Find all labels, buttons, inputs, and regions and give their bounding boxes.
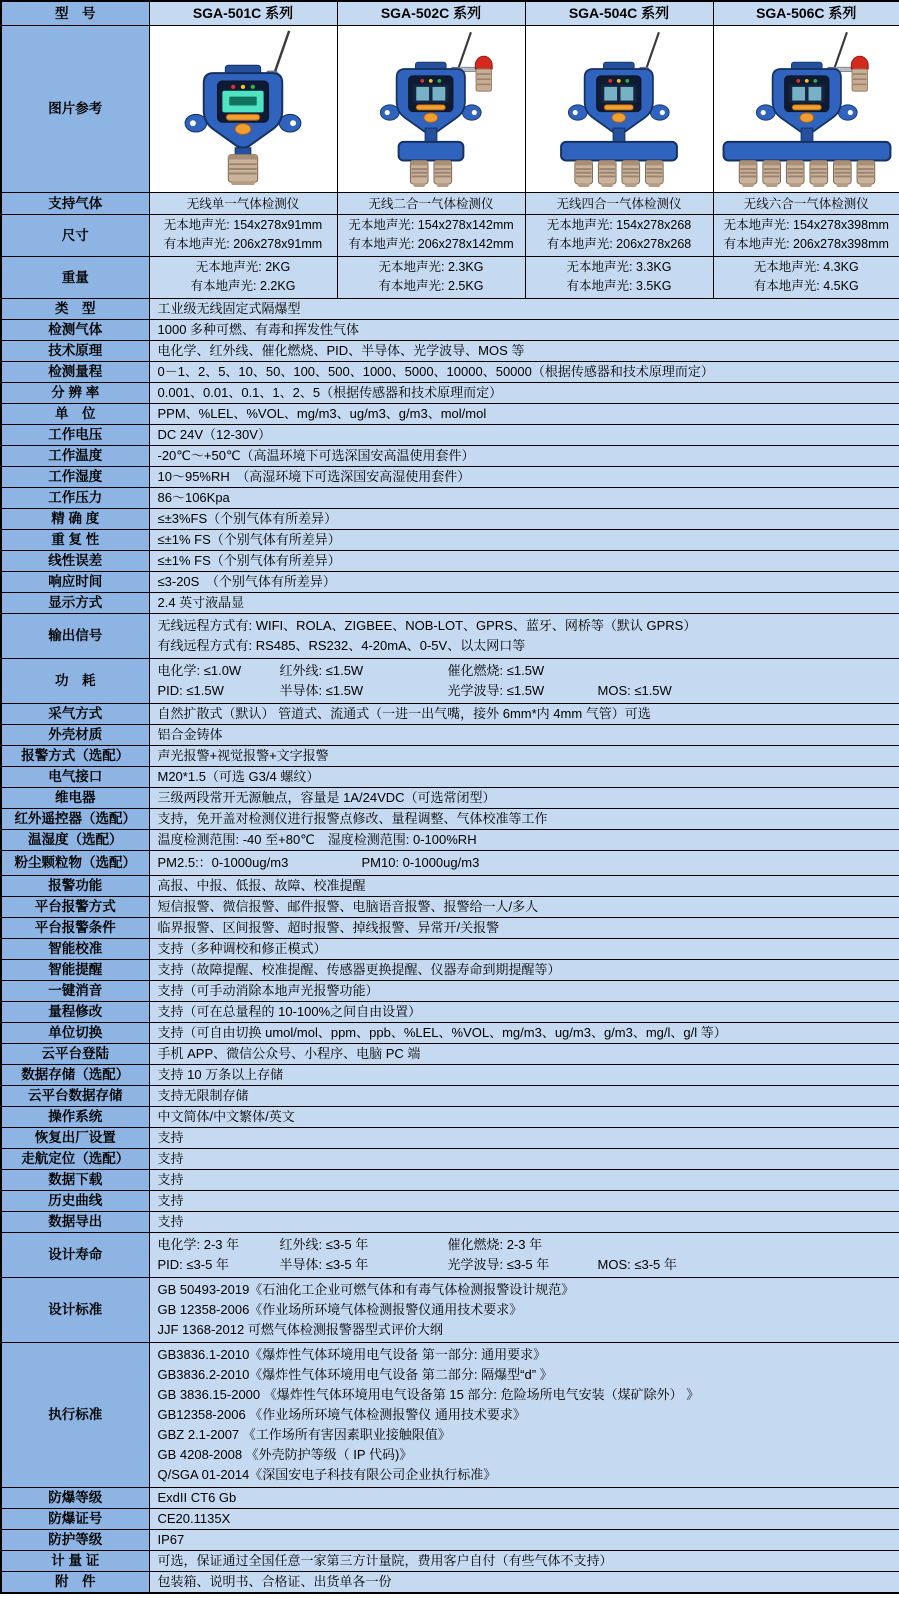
spec-value: 工业级无线固定式隔爆型 bbox=[149, 298, 899, 319]
row-label: 红外遥控器（选配） bbox=[1, 808, 149, 829]
spec-grid-line bbox=[158, 681, 892, 701]
row-label: 温湿度（选配） bbox=[1, 829, 149, 850]
spec-value: 支持 bbox=[149, 1127, 899, 1148]
product-image-cell bbox=[713, 25, 899, 192]
table-row-span bbox=[1, 550, 899, 571]
table-row-span bbox=[1, 1571, 899, 1593]
spec-value-cell: 无线单一气体检测仪 bbox=[149, 192, 337, 214]
spec-value: 电化学、红外线、催化燃烧、PID、半导体、光学波导、MOS 等 bbox=[149, 340, 899, 361]
spec-value: 自然扩散式（默认） 管道式、流通式（一进一出气嘴，接外 6mm*内 4mm 气管）可选 bbox=[149, 703, 899, 724]
spec-value-multiline bbox=[149, 1342, 899, 1487]
table-row-span bbox=[1, 766, 899, 787]
row-label: 图片参考 bbox=[1, 25, 149, 192]
table-row-span bbox=[1, 745, 899, 766]
row-label: 功 耗 bbox=[1, 658, 149, 703]
spec-value: ≤±1% FS（个别气体有所差异） bbox=[149, 550, 899, 571]
row-label: 检测量程 bbox=[1, 361, 149, 382]
spec-value-line: 无本地声光: 154x278x398mm bbox=[723, 218, 889, 232]
product-image-cell bbox=[337, 25, 525, 192]
spec-value-multiline bbox=[149, 1277, 899, 1342]
spec-value-grid bbox=[149, 658, 899, 703]
table-row-span bbox=[1, 382, 899, 403]
table-row-span bbox=[1, 938, 899, 959]
row-label: 云平台登陆 bbox=[1, 1043, 149, 1064]
row-label: 电气接口 bbox=[1, 766, 149, 787]
spec-value: 支持无限制存储 bbox=[149, 1085, 899, 1106]
spec-value-line: 无本地声光: 4.3KG bbox=[753, 260, 859, 274]
spec-value-line: GB 50493-2019《石油化工企业可燃气体和有毒气体检测报警设计规范》 bbox=[157, 1281, 575, 1297]
sensor-manifold bbox=[399, 141, 464, 160]
spec-value-line: 有本地声光: 206x278x398mm bbox=[723, 237, 889, 251]
model-header: SGA-501C 系列 bbox=[149, 1, 337, 25]
row-label: 防护等级 bbox=[1, 1529, 149, 1550]
spec-value-line: 无本地声光: 2KG bbox=[195, 260, 291, 274]
spec-value-line: GB3836.1-2010《爆炸性气体环境用电气设备 第一部分: 通用要求》 bbox=[157, 1346, 547, 1362]
spec-value-line: 有线远程方式有: RS485、RS232、4-20mA、0-5V、以太网口等 bbox=[157, 637, 526, 653]
spec-grid-item: MOS: ≤1.5W bbox=[597, 682, 672, 698]
table-row-span bbox=[1, 1211, 899, 1232]
spec-value: 包装箱、说明书、合格证、出货单各一份 bbox=[149, 1571, 899, 1593]
spec-value: 10～95%RH （高湿环境下可选深国安高湿使用套件） bbox=[149, 466, 899, 487]
table-row-span bbox=[1, 445, 899, 466]
row-label: 外壳材质 bbox=[1, 724, 149, 745]
row-label: 检测气体 bbox=[1, 319, 149, 340]
spec-value-line: 无本地声光: 154x278x91mm bbox=[163, 218, 323, 232]
table-row-span bbox=[1, 829, 899, 850]
row-label: 平台报警方式 bbox=[1, 896, 149, 917]
spec-value-line: GB 12358-2006《作业场所环境气体检测报警仪通用技术要求》 bbox=[157, 1301, 523, 1317]
table-row-span bbox=[1, 1022, 899, 1043]
table-row-cells bbox=[1, 192, 899, 214]
spec-value-line: JJF 1368-2012 可燃气体检测报警器型式评价大纲 bbox=[157, 1321, 443, 1337]
spec-value-line: 无本地声光: 154x278x142mm bbox=[348, 218, 514, 232]
spec-value: ExdII CT6 Gb bbox=[149, 1487, 899, 1508]
spec-value: IP67 bbox=[149, 1529, 899, 1550]
spec-value: 支持（可自由切换 umol/mol、ppm、ppb、%LEL、%VOL、mg/m3、ug/m3、g/m3、mg/l、g/l 等） bbox=[149, 1022, 899, 1043]
spec-value-line: GB3836.2-2010《爆炸性气体环境用电气设备 第二部分: 隔爆型“d” 》 bbox=[157, 1366, 553, 1382]
table-row-lines bbox=[1, 1277, 899, 1342]
row-label: 智能提醒 bbox=[1, 959, 149, 980]
table-row-lines bbox=[1, 613, 899, 658]
row-label: 恢复出厂设置 bbox=[1, 1127, 149, 1148]
table-row-span bbox=[1, 1127, 899, 1148]
spec-value-cell bbox=[149, 214, 337, 256]
spec-grid-line bbox=[158, 1235, 892, 1255]
row-label: 技术原理 bbox=[1, 340, 149, 361]
table-row-models bbox=[1, 1, 899, 25]
spec-value-cell bbox=[337, 256, 525, 298]
model-header: SGA-502C 系列 bbox=[337, 1, 525, 25]
table-row-span bbox=[1, 361, 899, 382]
spec-value-line: GBZ 2.1-2007 《工作场所有害因素职业接触限值》 bbox=[157, 1426, 451, 1442]
row-label: 类 型 bbox=[1, 298, 149, 319]
table-row-span bbox=[1, 959, 899, 980]
spec-grid-line bbox=[158, 661, 892, 681]
spec-grid-item: PM10: 0-1000ug/m3 bbox=[361, 854, 480, 870]
spec-grid-item: PID: ≤3-5 年 bbox=[157, 1256, 229, 1272]
spec-value: 中文简体/中文繁体/英文 bbox=[149, 1106, 899, 1127]
gas-detector-6-image bbox=[714, 26, 899, 187]
spec-value-line: GB 4208-2008 《外壳防护等级（ IP 代码)》 bbox=[157, 1446, 413, 1462]
row-label: 历史曲线 bbox=[1, 1190, 149, 1211]
table-row-span bbox=[1, 1106, 899, 1127]
sensor-cylinder bbox=[762, 160, 780, 187]
spec-value: 2.4 英寸液晶显 bbox=[149, 592, 899, 613]
spec-value: 86～106Kpa bbox=[149, 487, 899, 508]
spec-value: 支持 bbox=[149, 1190, 899, 1211]
product-image-cell bbox=[149, 25, 337, 192]
table-row-span bbox=[1, 529, 899, 550]
table-row-grid bbox=[1, 1232, 899, 1277]
row-label: 走航定位（选配） bbox=[1, 1148, 149, 1169]
spec-value: 0.001、0.01、0.1、1、2、5（根据传感器和技术原理而定） bbox=[149, 382, 899, 403]
spec-value-line: 有本地声光: 3.5KG bbox=[566, 279, 672, 293]
table-row-span bbox=[1, 980, 899, 1001]
spec-value: 短信报警、微信报警、邮件报警、电脑语音报警、报警给一人/多人 bbox=[149, 896, 899, 917]
table-row-span bbox=[1, 1043, 899, 1064]
row-label: 精 确 度 bbox=[1, 508, 149, 529]
table-row-span bbox=[1, 703, 899, 724]
table-row-span bbox=[1, 1190, 899, 1211]
model-header: SGA-504C 系列 bbox=[525, 1, 713, 25]
spec-value: 支持 bbox=[149, 1148, 899, 1169]
gas-detector-1-image bbox=[150, 26, 336, 187]
model-header: SGA-506C 系列 bbox=[713, 1, 899, 25]
table-row-span bbox=[1, 571, 899, 592]
sensor-cylinder bbox=[857, 160, 875, 187]
spec-grid-item: 电化学: 2-3 年 bbox=[157, 1236, 240, 1252]
product-image-cell bbox=[525, 25, 713, 192]
row-label: 支持气体 bbox=[1, 192, 149, 214]
spec-value-line: Q/SGA 01-2014《深国安电子科技有限公司企业执行标准》 bbox=[157, 1466, 497, 1482]
spec-value: 支持，免开盖对检测仪进行报警点修改、量程调整、气体校准等工作 bbox=[149, 808, 899, 829]
row-label: 维电器 bbox=[1, 787, 149, 808]
spec-value: CE20.1135X bbox=[149, 1508, 899, 1529]
row-label: 线性误差 bbox=[1, 550, 149, 571]
row-label: 智能校准 bbox=[1, 938, 149, 959]
spec-value-line: GB12358-2006 《作业场所环境气体检测报警仪 通用技术要求》 bbox=[157, 1406, 526, 1422]
table-row-span bbox=[1, 724, 899, 745]
spec-value: DC 24V（12-30V） bbox=[149, 424, 899, 445]
alarm-beacon bbox=[837, 56, 868, 91]
sensor-cylinder bbox=[622, 160, 640, 187]
table-row-span bbox=[1, 508, 899, 529]
sensor-manifold bbox=[561, 141, 677, 160]
spec-value: ≤±3%FS（个别气体有所差异） bbox=[149, 508, 899, 529]
table-row-grid bbox=[1, 658, 899, 703]
table-row-span bbox=[1, 1001, 899, 1022]
spec-value: 高报、中报、低报、故障、校准提醒 bbox=[149, 875, 899, 896]
spec-value: 支持（多种调校和修正模式） bbox=[149, 938, 899, 959]
table-row-span bbox=[1, 466, 899, 487]
row-label: 工作温度 bbox=[1, 445, 149, 466]
row-label: 平台报警条件 bbox=[1, 917, 149, 938]
table-row-span bbox=[1, 1550, 899, 1571]
sensor-cylinder bbox=[786, 160, 804, 187]
spec-value-line: GB 3836.15-2000 《爆炸性气体环境用电气设备第 15 部分: 危险场所电气安装（煤矿除外） 》 bbox=[157, 1386, 700, 1402]
table-row-span bbox=[1, 1529, 899, 1550]
row-label: 输出信号 bbox=[1, 613, 149, 658]
spec-value-line: 有本地声光: 2.2KG bbox=[190, 279, 296, 293]
sensor-cylinder bbox=[739, 160, 757, 187]
table-row-span bbox=[1, 1508, 899, 1529]
row-label: 工作压力 bbox=[1, 487, 149, 508]
row-label: 云平台数据存储 bbox=[1, 1085, 149, 1106]
row-label: 重量 bbox=[1, 256, 149, 298]
row-label: 单位切换 bbox=[1, 1022, 149, 1043]
spec-grid-item: 半导体: ≤1.5W bbox=[279, 682, 364, 698]
spec-value: 支持 bbox=[149, 1169, 899, 1190]
table-row-lines bbox=[1, 1342, 899, 1487]
spec-value-cell bbox=[149, 256, 337, 298]
row-label: 设计寿命 bbox=[1, 1232, 149, 1277]
spec-value-cell bbox=[525, 214, 713, 256]
table-row-span bbox=[1, 403, 899, 424]
row-label: 防爆证号 bbox=[1, 1508, 149, 1529]
spec-grid-item: MOS: ≤3-5 年 bbox=[597, 1256, 677, 1272]
table-row-span bbox=[1, 875, 899, 896]
row-label: 显示方式 bbox=[1, 592, 149, 613]
spec-grid-item: 红外线: ≤1.5W bbox=[279, 662, 364, 678]
spec-value-cell bbox=[337, 214, 525, 256]
spec-value: 可选，保证通过全国任意一家第三方计量院，费用客户自付（有些气体不支持） bbox=[149, 1550, 899, 1571]
spec-value: 支持（可手动消除本地声光报警功能） bbox=[149, 980, 899, 1001]
spec-value-line: 有本地声光: 206x278x268 bbox=[546, 237, 692, 251]
row-label: 数据存储（选配） bbox=[1, 1064, 149, 1085]
spec-value: 1000 多种可燃、有毒和挥发性气体 bbox=[149, 319, 899, 340]
spec-value-line: 无本地声光: 2.3KG bbox=[378, 260, 484, 274]
sensor-cylinder bbox=[228, 154, 257, 184]
spec-value: PPM、%LEL、%VOL、mg/m3、ug/m3、g/m3、mol/mol bbox=[149, 403, 899, 424]
spec-grid-item: 催化燃烧: 2-3 年 bbox=[447, 1236, 543, 1252]
spec-grid-item: 半导体: ≤3-5 年 bbox=[279, 1256, 369, 1272]
table-row-span bbox=[1, 1487, 899, 1508]
spec-value-line: 无本地声光: 3.3KG bbox=[566, 260, 672, 274]
table-row-span bbox=[1, 896, 899, 917]
table-row-span bbox=[1, 424, 899, 445]
spec-grid-line bbox=[158, 1255, 892, 1275]
table-row-span bbox=[1, 1064, 899, 1085]
row-label: 工作湿度 bbox=[1, 466, 149, 487]
sensor-cylinder bbox=[598, 160, 616, 187]
spec-grid-line bbox=[158, 853, 892, 873]
spec-grid-item: PM2.5:：0-1000ug/m3 bbox=[157, 854, 289, 870]
sensor-manifold bbox=[723, 141, 890, 160]
spec-value: 支持 10 万条以上存储 bbox=[149, 1064, 899, 1085]
spec-value-cell: 无线四合一气体检测仪 bbox=[525, 192, 713, 214]
spec-value: ≤±1% FS（个别气体有所差异） bbox=[149, 529, 899, 550]
sensor-cylinder bbox=[833, 160, 851, 187]
table-row-span bbox=[1, 592, 899, 613]
table-row-span bbox=[1, 340, 899, 361]
alarm-beacon bbox=[462, 56, 493, 91]
table-row-images bbox=[1, 25, 899, 192]
row-label: 操作系统 bbox=[1, 1106, 149, 1127]
row-label: 执行标准 bbox=[1, 1342, 149, 1487]
row-label: 响应时间 bbox=[1, 571, 149, 592]
row-label: 设计标准 bbox=[1, 1277, 149, 1342]
table-row-span bbox=[1, 787, 899, 808]
spec-value-line: 有本地声光: 2.5KG bbox=[378, 279, 484, 293]
spec-value: 三级两段常开无源触点，容量是 1A/24VDC（可选常闭型） bbox=[149, 787, 899, 808]
table-row-span bbox=[1, 1085, 899, 1106]
spec-value: 支持 bbox=[149, 1211, 899, 1232]
table-row-span bbox=[1, 1148, 899, 1169]
spec-value-line: 有本地声光: 206x278x91mm bbox=[163, 237, 323, 251]
spec-value-cell bbox=[525, 256, 713, 298]
spec-value-cell: 无线二合一气体检测仪 bbox=[337, 192, 525, 214]
row-label: 粉尘颗粒物（选配） bbox=[1, 850, 149, 875]
spec-value: 支持（故障提醒、校准提醒、传感器更换提醒、仪器寿命到期提醒等） bbox=[149, 959, 899, 980]
sensor-cylinder bbox=[809, 160, 827, 187]
spec-value: 支持（可在总量程的 10-100%之间自由设置） bbox=[149, 1001, 899, 1022]
spec-value: ≤3-20S （个别气体有所差异） bbox=[149, 571, 899, 592]
spec-value-line: 无本地声光: 154x278x268 bbox=[546, 218, 692, 232]
spec-value-grid bbox=[149, 850, 899, 875]
spec-grid-item: 电化学: ≤1.0W bbox=[157, 662, 242, 678]
spec-value-line: 有本地声光: 206x278x142mm bbox=[348, 237, 514, 251]
row-label: 分 辨 率 bbox=[1, 382, 149, 403]
row-label: 单 位 bbox=[1, 403, 149, 424]
sensor-cylinder bbox=[410, 160, 428, 187]
row-label: 防爆等级 bbox=[1, 1487, 149, 1508]
gas-detector-4-image bbox=[526, 26, 712, 187]
table-row-span bbox=[1, 298, 899, 319]
row-label: 数据导出 bbox=[1, 1211, 149, 1232]
spec-value: 临界报警、区间报警、超时报警、掉线报警、异常开/关报警 bbox=[149, 917, 899, 938]
spec-grid-item: PID: ≤1.5W bbox=[157, 682, 224, 698]
row-label: 计 量 证 bbox=[1, 1550, 149, 1571]
spec-value-cell: 无线六合一气体检测仪 bbox=[713, 192, 899, 214]
table-row-span bbox=[1, 917, 899, 938]
row-label: 一键消音 bbox=[1, 980, 149, 1001]
sensor-cylinder bbox=[575, 160, 593, 187]
table-row-span bbox=[1, 319, 899, 340]
row-label: 数据下载 bbox=[1, 1169, 149, 1190]
row-label: 量程修改 bbox=[1, 1001, 149, 1022]
row-label: 报警方式（选配） bbox=[1, 745, 149, 766]
spec-value: 声光报警+视觉报警+文字报警 bbox=[149, 745, 899, 766]
spec-value: 铝合金铸体 bbox=[149, 724, 899, 745]
spec-value-line: 有本地声光: 4.5KG bbox=[753, 279, 859, 293]
spec-value-line: 无线远程方式有: WIFI、ROLA、ZIGBEE、NOB-LOT、GPRS、蓝牙、网桥等（默认 GPRS） bbox=[157, 617, 697, 633]
spec-value: 温度检测范围: -40 至+80℃ 湿度检测范围: 0-100%RH bbox=[149, 829, 899, 850]
row-label: 采气方式 bbox=[1, 703, 149, 724]
sensor-cylinder bbox=[434, 160, 452, 187]
spec-value-cell bbox=[713, 256, 899, 298]
table-row-grid bbox=[1, 850, 899, 875]
sensor-cylinder bbox=[646, 160, 664, 187]
spec-grid-item: 催化燃烧: ≤1.5W bbox=[447, 662, 545, 678]
row-label: 尺寸 bbox=[1, 214, 149, 256]
table-row-span bbox=[1, 808, 899, 829]
spec-value: 手机 APP、微信公众号、小程序、电脑 PC 端 bbox=[149, 1043, 899, 1064]
spec-value: 0－1、2、5、10、50、100、500、1000、5000、10000、50000（根据传感器和技术原理而定） bbox=[149, 361, 899, 382]
table-row-cells2 bbox=[1, 256, 899, 298]
row-label: 型 号 bbox=[1, 1, 149, 25]
table-row-span bbox=[1, 487, 899, 508]
spec-grid-item: 红外线: ≤3-5 年 bbox=[279, 1236, 369, 1252]
row-label: 报警功能 bbox=[1, 875, 149, 896]
spec-value-cell bbox=[713, 214, 899, 256]
gas-detector-2-image bbox=[338, 26, 524, 187]
table-row-span bbox=[1, 1169, 899, 1190]
spec-value: -20℃～+50℃（高温环境下可选深国安高温使用套件） bbox=[149, 445, 899, 466]
row-label: 工作电压 bbox=[1, 424, 149, 445]
spec-grid-item: 光学波导: ≤1.5W bbox=[447, 682, 545, 698]
row-label: 重 复 性 bbox=[1, 529, 149, 550]
row-label: 附 件 bbox=[1, 1571, 149, 1593]
spec-value: M20*1.5（可选 G3/4 螺纹） bbox=[149, 766, 899, 787]
table-row-cells2 bbox=[1, 214, 899, 256]
spec-grid-item: 光学波导: ≤3-5 年 bbox=[447, 1256, 550, 1272]
spec-value-multiline bbox=[149, 613, 899, 658]
spec-value-grid bbox=[149, 1232, 899, 1277]
